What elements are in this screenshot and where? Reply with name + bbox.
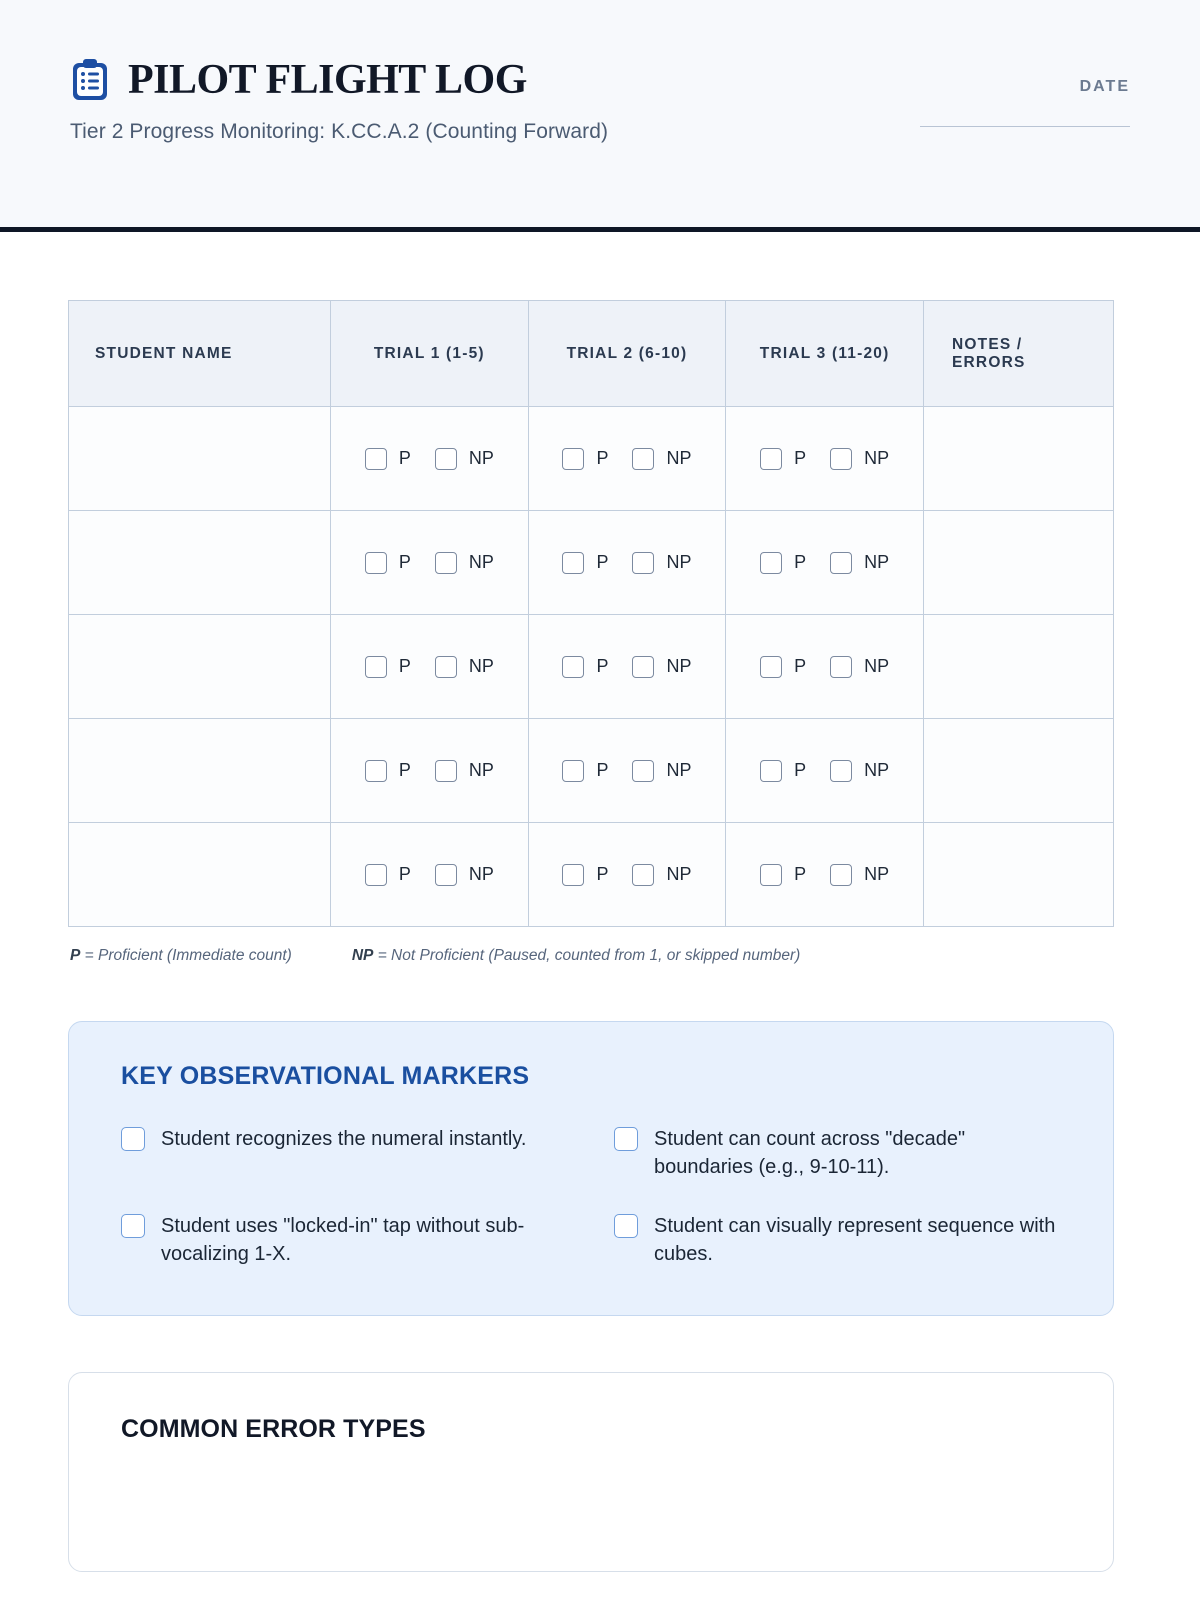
trial-2-cell — [528, 407, 726, 511]
trial-3-cell — [726, 511, 924, 615]
marker-checkbox[interactable] — [614, 1127, 638, 1151]
marker-label: Student recognizes the numeral instantly. — [161, 1128, 527, 1150]
trial-3-proficient-checkbox[interactable] — [760, 760, 782, 782]
marker-label: Student can count across "decade" boundaries (e.g., 9-10-11). — [654, 1128, 966, 1179]
trial-1-proficient-checkbox[interactable] — [365, 760, 387, 782]
trial-3-not-proficient-checkbox[interactable] — [830, 656, 852, 678]
trial-2-not-proficient-label: NP — [666, 760, 692, 780]
marker-checkbox[interactable] — [121, 1127, 145, 1151]
trial-3-not-proficient-label: NP — [864, 760, 890, 780]
trial-2-not-proficient-checkbox[interactable] — [632, 864, 654, 886]
marker-item[interactable] — [614, 1125, 1061, 1182]
notes-input[interactable] — [924, 511, 1114, 615]
trial-2-cell — [528, 823, 726, 927]
trial-1-not-proficient-checkbox[interactable] — [435, 656, 457, 678]
trial-2-proficient-label: P — [596, 760, 609, 780]
column-header-student-name: STUDENT NAME — [69, 301, 331, 407]
trial-3-cell — [726, 407, 924, 511]
trial-1-cell — [331, 719, 529, 823]
student-name-input[interactable] — [69, 823, 331, 927]
trial-1-proficient-label: P — [398, 864, 411, 884]
trial-1-cell — [331, 511, 529, 615]
trial-1-cell — [331, 823, 529, 927]
trial-2-proficient-label: P — [596, 552, 609, 572]
trial-1-not-proficient-checkbox[interactable] — [435, 552, 457, 574]
table-row — [69, 615, 1114, 719]
column-header-trial-3: TRIAL 3 (11-20) — [726, 301, 924, 407]
trial-1-not-proficient-label: NP — [468, 864, 494, 884]
marker-item[interactable] — [121, 1125, 568, 1182]
trial-2-not-proficient-label: NP — [666, 864, 692, 884]
column-header-trial-1: TRIAL 1 (1-5) — [331, 301, 529, 407]
trial-2-cell — [528, 719, 726, 823]
trial-1-proficient-checkbox[interactable] — [365, 864, 387, 886]
trial-3-not-proficient-label: NP — [864, 864, 890, 884]
trial-1-not-proficient-checkbox[interactable] — [435, 448, 457, 470]
trial-2-not-proficient-checkbox[interactable] — [632, 448, 654, 470]
notes-input[interactable] — [924, 407, 1114, 511]
table-body — [69, 407, 1114, 927]
trial-2-cell — [528, 615, 726, 719]
table-row — [69, 511, 1114, 615]
student-name-input[interactable] — [69, 719, 331, 823]
trial-2-not-proficient-label: NP — [666, 448, 692, 468]
legend-proficient — [70, 947, 292, 965]
marker-checkbox[interactable] — [614, 1214, 638, 1238]
trial-2-proficient-checkbox[interactable] — [562, 448, 584, 470]
trial-3-proficient-checkbox[interactable] — [760, 864, 782, 886]
trial-2-proficient-checkbox[interactable] — [562, 760, 584, 782]
common-error-types-panel — [68, 1372, 1114, 1572]
trial-3-not-proficient-label: NP — [864, 656, 890, 676]
student-name-input[interactable] — [69, 407, 331, 511]
trial-3-not-proficient-checkbox[interactable] — [830, 552, 852, 574]
trial-3-proficient-label: P — [794, 864, 807, 884]
trial-2-proficient-checkbox[interactable] — [562, 656, 584, 678]
trial-3-not-proficient-checkbox[interactable] — [830, 864, 852, 886]
trial-3-proficient-checkbox[interactable] — [760, 448, 782, 470]
trial-2-not-proficient-label: NP — [666, 656, 692, 676]
trial-1-proficient-label: P — [398, 552, 411, 572]
trial-3-not-proficient-label: NP — [864, 552, 890, 572]
trial-1-not-proficient-checkbox[interactable] — [435, 864, 457, 886]
trial-2-proficient-checkbox[interactable] — [562, 552, 584, 574]
trial-1-not-proficient-label: NP — [468, 760, 494, 780]
page-title: PILOT FLIGHT LOG — [128, 57, 527, 103]
date-label: DATE — [1079, 78, 1130, 95]
trial-2-not-proficient-checkbox[interactable] — [632, 760, 654, 782]
trial-1-proficient-label: P — [398, 656, 411, 676]
trial-3-proficient-label: P — [794, 552, 807, 572]
marker-item[interactable] — [121, 1212, 568, 1269]
notes-input[interactable] — [924, 615, 1114, 719]
trial-3-not-proficient-checkbox[interactable] — [830, 448, 852, 470]
trial-3-proficient-label: P — [794, 656, 807, 676]
trial-1-proficient-checkbox[interactable] — [365, 656, 387, 678]
trial-2-not-proficient-label: NP — [666, 552, 692, 572]
flight-log-table — [68, 300, 1114, 927]
key-observational-markers-panel — [68, 1021, 1114, 1316]
student-name-input[interactable] — [69, 511, 331, 615]
trial-1-proficient-checkbox[interactable] — [365, 552, 387, 574]
table-row — [69, 719, 1114, 823]
legend — [68, 947, 1132, 965]
trial-3-proficient-label: P — [794, 760, 807, 780]
table-row — [69, 407, 1114, 511]
trial-2-proficient-label: P — [596, 656, 609, 676]
trial-1-cell — [331, 615, 529, 719]
trial-1-proficient-label: P — [398, 448, 411, 468]
notes-input[interactable] — [924, 823, 1114, 927]
trial-1-not-proficient-label: NP — [468, 656, 494, 676]
trial-3-proficient-checkbox[interactable] — [760, 656, 782, 678]
legend-not-proficient-text: = Not Proficient (Paused, counted from 1, or skipped number) — [377, 947, 801, 964]
trial-1-proficient-label: P — [398, 760, 411, 780]
legend-not-proficient-key: NP — [351, 947, 374, 964]
column-header-trial-2: TRIAL 2 (6-10) — [528, 301, 726, 407]
trial-1-not-proficient-checkbox[interactable] — [435, 760, 457, 782]
legend-not-proficient — [352, 947, 800, 965]
trial-3-cell — [726, 615, 924, 719]
trial-2-not-proficient-checkbox[interactable] — [632, 552, 654, 574]
page-body — [0, 300, 1200, 1572]
legend-proficient-key: P — [70, 947, 81, 964]
marker-checkbox[interactable] — [121, 1214, 145, 1238]
trial-3-proficient-checkbox[interactable] — [760, 552, 782, 574]
trial-2-cell — [528, 511, 726, 615]
errors-panel-title: COMMON ERROR TYPES — [121, 1414, 426, 1443]
trial-1-not-proficient-label: NP — [468, 448, 494, 468]
table-header-row — [69, 301, 1114, 407]
page-subtitle: Tier 2 Progress Monitoring: K.CC.A.2 (Counting Forward) — [70, 120, 609, 143]
trial-1-not-proficient-label: NP — [468, 552, 494, 572]
marker-item[interactable] — [614, 1212, 1061, 1269]
column-header-notes-errors: NOTES / ERRORS — [924, 301, 1114, 407]
notes-input[interactable] — [924, 719, 1114, 823]
trial-1-proficient-checkbox[interactable] — [365, 448, 387, 470]
legend-proficient-text: = Proficient (Immediate count) — [84, 947, 292, 964]
markers-grid — [121, 1125, 1061, 1269]
markers-panel-title: KEY OBSERVATIONAL MARKERS — [121, 1062, 530, 1090]
clipboard-icon — [70, 58, 110, 102]
date-input-line[interactable] — [920, 126, 1130, 127]
trial-1-cell — [331, 407, 529, 511]
trial-3-not-proficient-checkbox[interactable] — [830, 760, 852, 782]
marker-label: Student can visually represent sequence with cubes. — [654, 1214, 1056, 1266]
table-row — [69, 823, 1114, 927]
marker-label: Student uses "locked-in" tap without sub-vocalizing 1-X. — [161, 1214, 525, 1266]
page-header — [0, 0, 1200, 232]
date-field[interactable] — [910, 78, 1130, 127]
trial-2-proficient-checkbox[interactable] — [562, 864, 584, 886]
trial-3-not-proficient-label: NP — [864, 448, 890, 468]
trial-2-proficient-label: P — [596, 448, 609, 468]
student-name-input[interactable] — [69, 615, 331, 719]
trial-3-proficient-label: P — [794, 448, 807, 468]
trial-2-proficient-label: P — [596, 864, 609, 884]
trial-2-not-proficient-checkbox[interactable] — [632, 656, 654, 678]
trial-3-cell — [726, 823, 924, 927]
trial-3-cell — [726, 719, 924, 823]
